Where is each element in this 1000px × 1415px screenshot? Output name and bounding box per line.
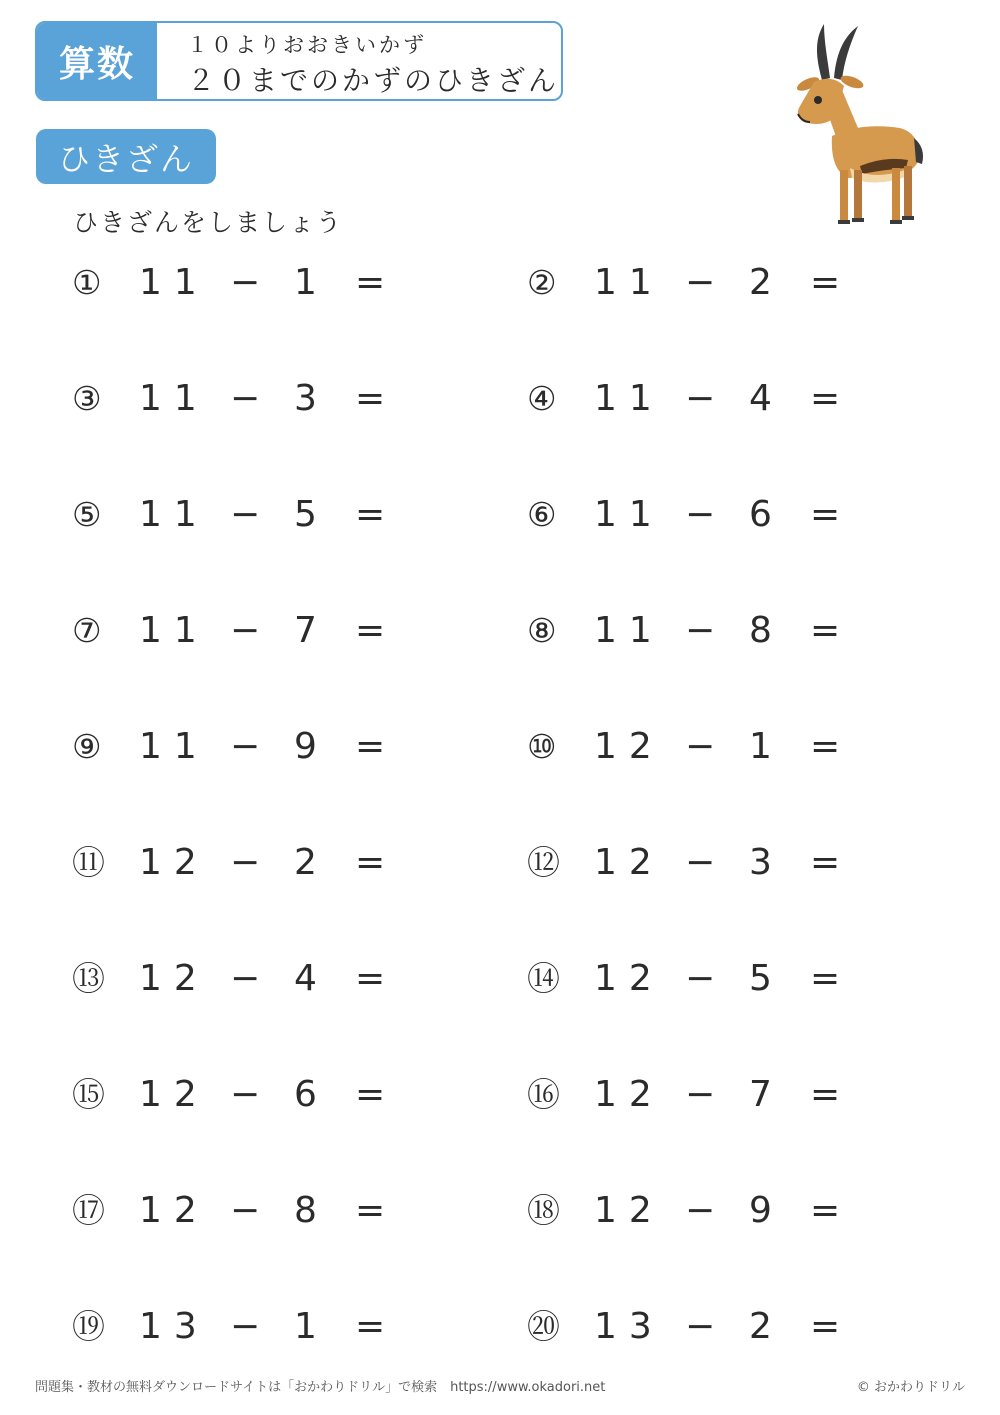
problem-number: ⑱ xyxy=(527,1191,560,1230)
equals-sign: = xyxy=(355,1190,386,1231)
minus-sign: − xyxy=(685,958,716,999)
minus-sign: − xyxy=(685,494,716,535)
minus-sign: − xyxy=(230,1306,261,1347)
minus-sign: − xyxy=(685,842,716,883)
problem-minuend: 11 xyxy=(139,262,209,303)
minus-sign: − xyxy=(230,1074,261,1115)
equals-sign: = xyxy=(355,378,386,419)
problem-number: ③ xyxy=(72,379,102,418)
minus-sign: − xyxy=(230,958,261,999)
problem-item xyxy=(527,954,887,1004)
problem-minuend: 13 xyxy=(594,1306,664,1347)
problem-number: ⑩ xyxy=(527,727,557,766)
equals-sign: = xyxy=(810,262,841,303)
equals-sign: = xyxy=(810,842,841,883)
minus-sign: − xyxy=(685,262,716,303)
equals-sign: = xyxy=(355,726,386,767)
problem-subtrahend: 2 xyxy=(749,1306,772,1347)
problem-item xyxy=(72,374,432,424)
problem-number: ⑨ xyxy=(72,727,102,766)
problem-subtrahend: 9 xyxy=(294,726,317,767)
equals-sign: = xyxy=(355,842,386,883)
problem-item xyxy=(72,490,432,540)
problem-subtrahend: 9 xyxy=(749,1190,772,1231)
problem-number: ⑥ xyxy=(527,495,557,534)
problem-subtrahend: 7 xyxy=(294,610,317,651)
minus-sign: − xyxy=(685,1306,716,1347)
problem-subtrahend: 2 xyxy=(294,842,317,883)
problem-subtrahend: 1 xyxy=(294,262,317,303)
problem-subtrahend: 6 xyxy=(294,1074,317,1115)
problem-number: ⑳ xyxy=(527,1307,560,1346)
equals-sign: = xyxy=(355,494,386,535)
problem-item xyxy=(72,954,432,1004)
footer-site-note: 問題集・教材の無料ダウンロードサイトは「おかわりドリル」で検索 https://www.okadori.net xyxy=(35,1380,606,1395)
problem-minuend: 13 xyxy=(139,1306,209,1347)
equals-sign: = xyxy=(810,1190,841,1231)
problem-minuend: 12 xyxy=(139,958,209,999)
worksheet-subtitle: １０よりおおきいかず xyxy=(187,33,427,57)
minus-sign: − xyxy=(685,378,716,419)
minus-sign: − xyxy=(685,726,716,767)
problem-subtrahend: 8 xyxy=(294,1190,317,1231)
minus-sign: − xyxy=(685,1074,716,1115)
problem-minuend: 12 xyxy=(594,842,664,883)
problem-number: ② xyxy=(527,263,557,302)
problem-number: ⑮ xyxy=(72,1075,105,1114)
problem-item xyxy=(527,606,887,656)
problem-minuend: 12 xyxy=(139,842,209,883)
problem-subtrahend: 2 xyxy=(749,262,772,303)
problem-minuend: 11 xyxy=(594,610,664,651)
minus-sign: − xyxy=(230,262,261,303)
problem-number: ⑯ xyxy=(527,1075,560,1114)
problem-subtrahend: 7 xyxy=(749,1074,772,1115)
footer-copyright: © おかわりドリル xyxy=(856,1380,965,1395)
minus-sign: − xyxy=(230,842,261,883)
equals-sign: = xyxy=(810,610,841,651)
problem-minuend: 11 xyxy=(139,378,209,419)
problem-item xyxy=(527,838,887,888)
problem-minuend: 11 xyxy=(594,378,664,419)
problem-item xyxy=(527,1186,887,1236)
minus-sign: − xyxy=(230,726,261,767)
problem-subtrahend: 4 xyxy=(749,378,772,419)
equals-sign: = xyxy=(810,726,841,767)
equals-sign: = xyxy=(810,1074,841,1115)
problem-minuend: 12 xyxy=(594,1190,664,1231)
problem-item xyxy=(72,1302,432,1352)
equals-sign: = xyxy=(355,610,386,651)
equals-sign: = xyxy=(355,958,386,999)
instructions: ひきざんをしましょう xyxy=(73,208,344,237)
problem-item xyxy=(527,1302,887,1352)
problem-item xyxy=(72,258,432,308)
worksheet-title-box xyxy=(35,21,563,101)
problem-number: ⑦ xyxy=(72,611,102,650)
problem-item xyxy=(527,374,887,424)
problem-subtrahend: 6 xyxy=(749,494,772,535)
equals-sign: = xyxy=(810,378,841,419)
problem-minuend: 11 xyxy=(594,262,664,303)
problem-item xyxy=(527,258,887,308)
minus-sign: − xyxy=(230,378,261,419)
problem-number: ⑤ xyxy=(72,495,102,534)
minus-sign: − xyxy=(230,610,261,651)
problem-item xyxy=(527,1070,887,1120)
problem-item xyxy=(72,722,432,772)
problem-minuend: 12 xyxy=(139,1190,209,1231)
problem-item xyxy=(527,490,887,540)
equals-sign: = xyxy=(810,1306,841,1347)
problem-minuend: 12 xyxy=(594,726,664,767)
equals-sign: = xyxy=(355,1306,386,1347)
problem-minuend: 11 xyxy=(139,726,209,767)
minus-sign: − xyxy=(685,1190,716,1231)
equals-sign: = xyxy=(810,494,841,535)
problem-minuend: 11 xyxy=(139,610,209,651)
minus-sign: − xyxy=(685,610,716,651)
problem-item xyxy=(72,606,432,656)
problem-minuend: 11 xyxy=(139,494,209,535)
problem-minuend: 12 xyxy=(139,1074,209,1115)
problem-subtrahend: 3 xyxy=(294,378,317,419)
problem-minuend: 11 xyxy=(594,494,664,535)
section-label: ひきざん xyxy=(36,129,216,184)
problem-subtrahend: 5 xyxy=(294,494,317,535)
problem-number: ⑰ xyxy=(72,1191,105,1230)
problem-subtrahend: 5 xyxy=(749,958,772,999)
problem-item xyxy=(72,838,432,888)
problem-number: ⑬ xyxy=(72,959,105,998)
minus-sign: − xyxy=(230,494,261,535)
problem-item xyxy=(72,1070,432,1120)
problem-number: ⑭ xyxy=(527,959,560,998)
minus-sign: − xyxy=(230,1190,261,1231)
problem-item xyxy=(72,1186,432,1236)
equals-sign: = xyxy=(355,262,386,303)
problem-subtrahend: 1 xyxy=(749,726,772,767)
gazelle-illustration xyxy=(780,18,930,228)
problem-subtrahend: 4 xyxy=(294,958,317,999)
problem-number: ⑫ xyxy=(527,843,560,882)
problem-subtrahend: 1 xyxy=(294,1306,317,1347)
problem-number: ④ xyxy=(527,379,557,418)
problem-number: ⑪ xyxy=(72,843,105,882)
problem-minuend: 12 xyxy=(594,958,664,999)
problem-subtrahend: 8 xyxy=(749,610,772,651)
equals-sign: = xyxy=(810,958,841,999)
problem-number: ① xyxy=(72,263,102,302)
worksheet-title: ２０までのかずのひきざん xyxy=(187,64,560,97)
problem-number: ⑧ xyxy=(527,611,557,650)
subject-badge: 算数 xyxy=(37,23,157,99)
equals-sign: = xyxy=(355,1074,386,1115)
problem-number: ⑲ xyxy=(72,1307,105,1346)
problem-item xyxy=(527,722,887,772)
problem-subtrahend: 3 xyxy=(749,842,772,883)
problem-minuend: 12 xyxy=(594,1074,664,1115)
